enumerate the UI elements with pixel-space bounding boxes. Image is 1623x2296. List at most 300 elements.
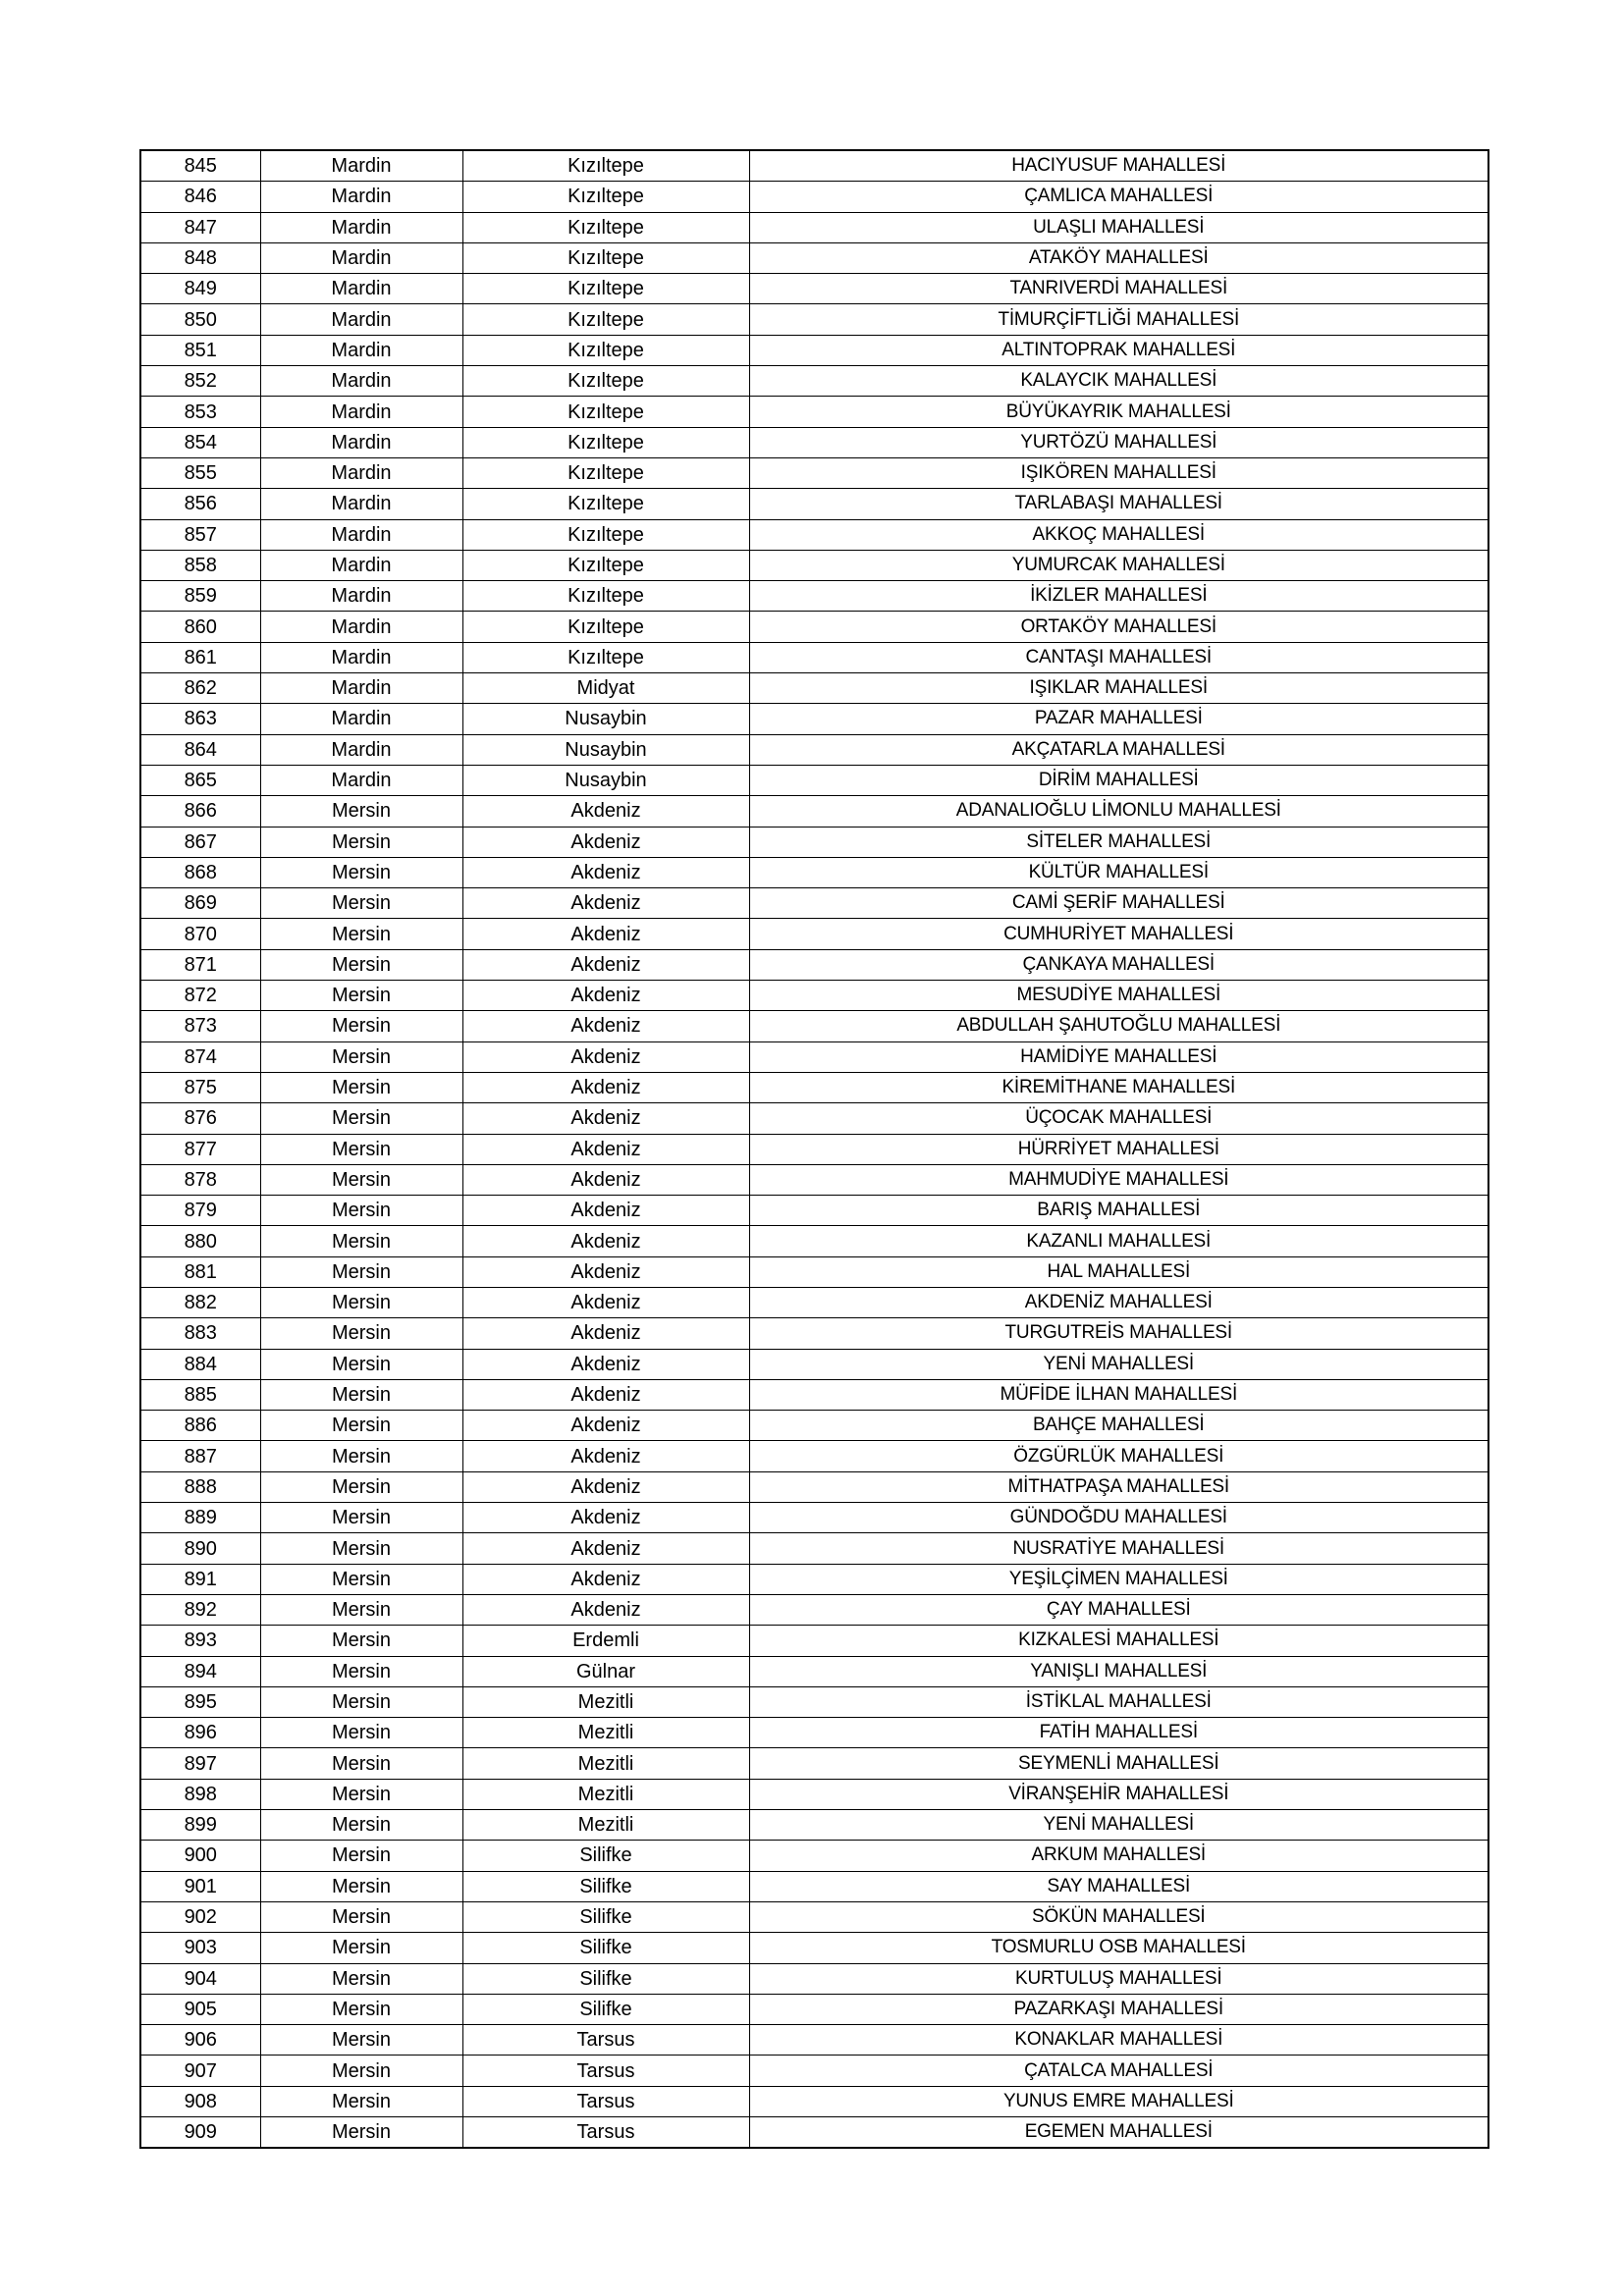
province-cell: Mersin (260, 1041, 462, 1072)
province-cell: Mardin (260, 150, 462, 182)
district-cell: Akdeniz (462, 949, 749, 980)
province-cell: Mardin (260, 427, 462, 457)
province-cell: Mersin (260, 1287, 462, 1317)
neighborhood-cell: MÜFİDE İLHAN MAHALLESİ (749, 1379, 1488, 1410)
neighborhood-cell: BAHÇE MAHALLESİ (749, 1411, 1488, 1441)
district-cell: Tarsus (462, 2117, 749, 2149)
table-row (140, 765, 1488, 795)
neighborhood-cell: MESUDİYE MAHALLESİ (749, 981, 1488, 1011)
district-cell: Akdeniz (462, 1411, 749, 1441)
neighborhood-cell: PAZARKAŞI MAHALLESİ (749, 1994, 1488, 2024)
neighborhood-cell: KURTULUŞ MAHALLESİ (749, 1963, 1488, 1994)
district-cell: Akdeniz (462, 919, 749, 949)
row-number-cell: 884 (140, 1349, 260, 1379)
row-number-cell: 893 (140, 1626, 260, 1656)
table-row (140, 1779, 1488, 1809)
neighborhood-cell: TANRIVERDİ MAHALLESİ (749, 274, 1488, 304)
province-cell: Mersin (260, 2025, 462, 2056)
province-cell: Mardin (260, 489, 462, 519)
row-number-cell: 876 (140, 1103, 260, 1134)
neighborhood-cell: ATAKÖY MAHALLESİ (749, 242, 1488, 273)
row-number-cell: 851 (140, 335, 260, 365)
neighborhood-cell: YURTÖZÜ MAHALLESİ (749, 427, 1488, 457)
table-row (140, 704, 1488, 734)
table-body (140, 150, 1488, 2148)
row-number-cell: 861 (140, 642, 260, 672)
district-cell: Akdeniz (462, 1349, 749, 1379)
province-cell: Mardin (260, 397, 462, 427)
neighborhood-cell: CAMİ ŞERİF MAHALLESİ (749, 888, 1488, 919)
province-cell: Mersin (260, 1226, 462, 1256)
table-row (140, 1103, 1488, 1134)
row-number-cell: 887 (140, 1441, 260, 1471)
province-cell: Mersin (260, 1656, 462, 1686)
district-cell: Tarsus (462, 2025, 749, 2056)
district-cell: Tarsus (462, 2056, 749, 2086)
table-row (140, 274, 1488, 304)
district-cell: Akdeniz (462, 1594, 749, 1625)
row-number-cell: 878 (140, 1164, 260, 1195)
row-number-cell: 886 (140, 1411, 260, 1441)
province-cell: Mersin (260, 1196, 462, 1226)
table-row (140, 1441, 1488, 1471)
province-cell: Mersin (260, 1349, 462, 1379)
row-number-cell: 854 (140, 427, 260, 457)
district-cell: Silifke (462, 1933, 749, 1963)
district-cell: Silifke (462, 1963, 749, 1994)
table-row (140, 1318, 1488, 1349)
province-cell: Mersin (260, 1626, 462, 1656)
row-number-cell: 870 (140, 919, 260, 949)
neighborhood-cell: TURGUTREİS MAHALLESİ (749, 1318, 1488, 1349)
table-row (140, 150, 1488, 182)
row-number-cell: 895 (140, 1686, 260, 1717)
neighborhood-cell: YEŞİLÇİMEN MAHALLESİ (749, 1564, 1488, 1594)
district-cell: Kızıltepe (462, 612, 749, 642)
row-number-cell: 900 (140, 1841, 260, 1871)
province-cell: Mardin (260, 366, 462, 397)
district-cell: Akdeniz (462, 1533, 749, 1564)
row-number-cell: 866 (140, 796, 260, 827)
table-row (140, 212, 1488, 242)
district-cell: Kızıltepe (462, 519, 749, 550)
neighborhood-cell: AKKOÇ MAHALLESİ (749, 519, 1488, 550)
province-cell: Mardin (260, 734, 462, 765)
province-cell: Mersin (260, 1686, 462, 1717)
neighborhood-cell: İSTİKLAL MAHALLESİ (749, 1686, 1488, 1717)
district-cell: Akdeniz (462, 827, 749, 857)
district-cell: Akdeniz (462, 857, 749, 887)
row-number-cell: 862 (140, 673, 260, 704)
table-row (140, 2056, 1488, 2086)
row-number-cell: 846 (140, 182, 260, 212)
district-cell: Kızıltepe (462, 581, 749, 612)
province-cell: Mersin (260, 1718, 462, 1748)
district-cell: Nusaybin (462, 704, 749, 734)
table-row (140, 981, 1488, 1011)
table-row (140, 1349, 1488, 1379)
table-row (140, 1041, 1488, 1072)
table-row (140, 1134, 1488, 1164)
neighborhood-cell: KIZKALESİ MAHALLESİ (749, 1626, 1488, 1656)
district-cell: Akdeniz (462, 1226, 749, 1256)
district-cell: Silifke (462, 1841, 749, 1871)
table-row (140, 1011, 1488, 1041)
table-row (140, 1994, 1488, 2024)
district-cell: Akdeniz (462, 1011, 749, 1041)
district-cell: Akdeniz (462, 1256, 749, 1287)
table-row (140, 304, 1488, 335)
row-number-cell: 845 (140, 150, 260, 182)
row-number-cell: 881 (140, 1256, 260, 1287)
district-cell: Akdeniz (462, 1441, 749, 1471)
table-row (140, 857, 1488, 887)
table-row (140, 581, 1488, 612)
row-number-cell: 856 (140, 489, 260, 519)
row-number-cell: 847 (140, 212, 260, 242)
row-number-cell: 868 (140, 857, 260, 887)
row-number-cell: 867 (140, 827, 260, 857)
neighborhood-cell: İKİZLER MAHALLESİ (749, 581, 1488, 612)
neighborhood-cell: PAZAR MAHALLESİ (749, 704, 1488, 734)
province-cell: Mersin (260, 1471, 462, 1502)
district-cell: Akdeniz (462, 888, 749, 919)
district-cell: Akdeniz (462, 1041, 749, 1072)
neighborhood-cell: TİMURÇİFTLİĞİ MAHALLESİ (749, 304, 1488, 335)
province-cell: Mardin (260, 457, 462, 488)
neighborhood-cell: ÇANKAYA MAHALLESİ (749, 949, 1488, 980)
table-row (140, 949, 1488, 980)
row-number-cell: 874 (140, 1041, 260, 1072)
district-cell: Kızıltepe (462, 274, 749, 304)
neighborhood-cell: SAY MAHALLESİ (749, 1871, 1488, 1901)
row-number-cell: 906 (140, 2025, 260, 2056)
province-cell: Mersin (260, 827, 462, 857)
district-cell: Kızıltepe (462, 457, 749, 488)
province-cell: Mersin (260, 2086, 462, 2116)
province-cell: Mersin (260, 1134, 462, 1164)
district-cell: Erdemli (462, 1626, 749, 1656)
table-row (140, 1379, 1488, 1410)
district-cell: Akdeniz (462, 1287, 749, 1317)
neighborhood-cell: BÜYÜKAYRIK MAHALLESİ (749, 397, 1488, 427)
table-row (140, 550, 1488, 580)
district-cell: Kızıltepe (462, 304, 749, 335)
district-cell: Kızıltepe (462, 397, 749, 427)
table-row (140, 489, 1488, 519)
district-cell: Akdeniz (462, 1379, 749, 1410)
row-number-cell: 899 (140, 1810, 260, 1841)
district-cell: Kızıltepe (462, 550, 749, 580)
row-number-cell: 860 (140, 612, 260, 642)
table-row (140, 335, 1488, 365)
neighborhood-cell: SİTELER MAHALLESİ (749, 827, 1488, 857)
neighborhood-cell: EGEMEN MAHALLESİ (749, 2117, 1488, 2149)
table-row (140, 1594, 1488, 1625)
table-row (140, 2117, 1488, 2149)
district-cell: Akdeniz (462, 1318, 749, 1349)
row-number-cell: 880 (140, 1226, 260, 1256)
row-number-cell: 859 (140, 581, 260, 612)
neighborhood-cell: MİTHATPAŞA MAHALLESİ (749, 1471, 1488, 1502)
district-cell: Silifke (462, 1994, 749, 2024)
province-cell: Mardin (260, 335, 462, 365)
district-cell: Kızıltepe (462, 489, 749, 519)
table-row (140, 1533, 1488, 1564)
row-number-cell: 888 (140, 1471, 260, 1502)
row-number-cell: 885 (140, 1379, 260, 1410)
table-row (140, 1164, 1488, 1195)
district-cell: Akdeniz (462, 1134, 749, 1164)
district-cell: Kızıltepe (462, 182, 749, 212)
neighborhood-cell: HAMİDİYE MAHALLESİ (749, 1041, 1488, 1072)
row-number-cell: 877 (140, 1134, 260, 1164)
district-cell: Mezitli (462, 1718, 749, 1748)
province-cell: Mersin (260, 949, 462, 980)
table-row (140, 1626, 1488, 1656)
row-number-cell: 855 (140, 457, 260, 488)
table-row (140, 427, 1488, 457)
table-row (140, 397, 1488, 427)
province-cell: Mersin (260, 1594, 462, 1625)
neighborhood-cell: YUNUS EMRE MAHALLESİ (749, 2086, 1488, 2116)
table-row (140, 1072, 1488, 1102)
neighborhood-cell: AKÇATARLA MAHALLESİ (749, 734, 1488, 765)
neighborhood-cell: YENİ MAHALLESİ (749, 1349, 1488, 1379)
neighborhood-cell: ALTINTOPRAK MAHALLESİ (749, 335, 1488, 365)
row-number-cell: 879 (140, 1196, 260, 1226)
district-cell: Akdeniz (462, 1471, 749, 1502)
table-row (140, 1718, 1488, 1748)
neighborhood-cell: ULAŞLI MAHALLESİ (749, 212, 1488, 242)
table-row (140, 519, 1488, 550)
row-number-cell: 871 (140, 949, 260, 980)
neighborhood-cell: HACIYUSUF MAHALLESİ (749, 150, 1488, 182)
district-cell: Kızıltepe (462, 212, 749, 242)
district-cell: Kızıltepe (462, 150, 749, 182)
province-cell: Mardin (260, 642, 462, 672)
district-cell: Mezitli (462, 1686, 749, 1717)
district-cell: Akdeniz (462, 1196, 749, 1226)
district-cell: Midyat (462, 673, 749, 704)
row-number-cell: 863 (140, 704, 260, 734)
province-cell: Mardin (260, 242, 462, 273)
province-cell: Mersin (260, 1256, 462, 1287)
neighborhood-cell: KONAKLAR MAHALLESİ (749, 2025, 1488, 2056)
row-number-cell: 852 (140, 366, 260, 397)
province-cell: Mersin (260, 1841, 462, 1871)
province-cell: Mersin (260, 1963, 462, 1994)
table-row (140, 1471, 1488, 1502)
district-cell: Tarsus (462, 2086, 749, 2116)
province-cell: Mersin (260, 1411, 462, 1441)
province-cell: Mersin (260, 1011, 462, 1041)
neighborhood-cell: BARIŞ MAHALLESİ (749, 1196, 1488, 1226)
table-row (140, 1748, 1488, 1779)
district-cell: Akdeniz (462, 1564, 749, 1594)
row-number-cell: 872 (140, 981, 260, 1011)
province-cell: Mardin (260, 304, 462, 335)
row-number-cell: 891 (140, 1564, 260, 1594)
table-row (140, 673, 1488, 704)
table-row (140, 1256, 1488, 1287)
row-number-cell: 869 (140, 888, 260, 919)
district-cell: Mezitli (462, 1779, 749, 1809)
table-row (140, 1841, 1488, 1871)
row-number-cell: 904 (140, 1963, 260, 1994)
row-number-cell: 903 (140, 1933, 260, 1963)
district-cell: Akdeniz (462, 981, 749, 1011)
table-row (140, 827, 1488, 857)
neighborhood-cell: YENİ MAHALLESİ (749, 1810, 1488, 1841)
neighborhood-cell: CANTAŞI MAHALLESİ (749, 642, 1488, 672)
table-row (140, 1503, 1488, 1533)
district-cell: Akdeniz (462, 796, 749, 827)
district-cell: Gülnar (462, 1656, 749, 1686)
neighborhood-cell: FATİH MAHALLESİ (749, 1718, 1488, 1748)
province-cell: Mardin (260, 581, 462, 612)
province-cell: Mardin (260, 673, 462, 704)
province-cell: Mardin (260, 704, 462, 734)
neighborhood-cell: GÜNDOĞDU MAHALLESİ (749, 1503, 1488, 1533)
table-row (140, 1810, 1488, 1841)
table-row (140, 1196, 1488, 1226)
province-cell: Mersin (260, 796, 462, 827)
row-number-cell: 908 (140, 2086, 260, 2116)
neighborhood-cell: SEYMENLİ MAHALLESİ (749, 1748, 1488, 1779)
neighborhood-cell: CUMHURİYET MAHALLESİ (749, 919, 1488, 949)
row-number-cell: 909 (140, 2117, 260, 2149)
table-row (140, 1411, 1488, 1441)
neighborhood-cell: IŞIKLAR MAHALLESİ (749, 673, 1488, 704)
province-cell: Mersin (260, 1564, 462, 1594)
province-cell: Mersin (260, 919, 462, 949)
document-page (139, 149, 1488, 2149)
table-row (140, 1564, 1488, 1594)
row-number-cell: 905 (140, 1994, 260, 2024)
neighborhood-cell: AKDENİZ MAHALLESİ (749, 1287, 1488, 1317)
province-cell: Mersin (260, 1164, 462, 1195)
table-row (140, 796, 1488, 827)
table-row (140, 2025, 1488, 2056)
province-cell: Mardin (260, 550, 462, 580)
district-cell: Nusaybin (462, 734, 749, 765)
row-number-cell: 883 (140, 1318, 260, 1349)
province-cell: Mersin (260, 1779, 462, 1809)
district-cell: Kızıltepe (462, 642, 749, 672)
neighborhood-cell: ÇAY MAHALLESİ (749, 1594, 1488, 1625)
province-cell: Mardin (260, 765, 462, 795)
table-row (140, 1963, 1488, 1994)
neighborhood-cell: YANIŞLI MAHALLESİ (749, 1656, 1488, 1686)
neighborhood-cell: ARKUM MAHALLESİ (749, 1841, 1488, 1871)
table-row (140, 888, 1488, 919)
row-number-cell: 894 (140, 1656, 260, 1686)
table-row (140, 1686, 1488, 1717)
row-number-cell: 898 (140, 1779, 260, 1809)
row-number-cell: 848 (140, 242, 260, 273)
province-cell: Mersin (260, 1871, 462, 1901)
district-cell: Silifke (462, 1871, 749, 1901)
row-number-cell: 875 (140, 1072, 260, 1102)
table-row (140, 182, 1488, 212)
province-cell: Mardin (260, 612, 462, 642)
province-cell: Mersin (260, 1901, 462, 1932)
neighborhood-cell: MAHMUDİYE MAHALLESİ (749, 1164, 1488, 1195)
district-cell: Akdeniz (462, 1164, 749, 1195)
row-number-cell: 892 (140, 1594, 260, 1625)
table-row (140, 642, 1488, 672)
neighborhood-cell: ADANALIOĞLU LİMONLU MAHALLESİ (749, 796, 1488, 827)
neighborhood-cell: VİRANŞEHİR MAHALLESİ (749, 1779, 1488, 1809)
table-row (140, 242, 1488, 273)
row-number-cell: 902 (140, 1901, 260, 1932)
neighborhood-cell: ÇATALCA MAHALLESİ (749, 2056, 1488, 2086)
row-number-cell: 865 (140, 765, 260, 795)
province-cell: Mardin (260, 182, 462, 212)
province-cell: Mardin (260, 519, 462, 550)
province-cell: Mersin (260, 1103, 462, 1134)
neighborhood-cell: KÜLTÜR MAHALLESİ (749, 857, 1488, 887)
district-cell: Akdeniz (462, 1503, 749, 1533)
neighborhood-cell: TOSMURLU OSB MAHALLESİ (749, 1933, 1488, 1963)
row-number-cell: 850 (140, 304, 260, 335)
province-cell: Mersin (260, 1533, 462, 1564)
district-cell: Nusaybin (462, 765, 749, 795)
table-row (140, 734, 1488, 765)
row-number-cell: 857 (140, 519, 260, 550)
table-row (140, 1226, 1488, 1256)
neighborhood-cell: ÜÇOCAK MAHALLESİ (749, 1103, 1488, 1134)
province-cell: Mersin (260, 1503, 462, 1533)
row-number-cell: 907 (140, 2056, 260, 2086)
neighborhood-cell: ÇAMLICA MAHALLESİ (749, 182, 1488, 212)
province-cell: Mersin (260, 2117, 462, 2149)
table-row (140, 2086, 1488, 2116)
neighborhood-cell: YUMURCAK MAHALLESİ (749, 550, 1488, 580)
district-cell: Kızıltepe (462, 366, 749, 397)
district-cell: Kızıltepe (462, 335, 749, 365)
neighborhood-cell: HÜRRİYET MAHALLESİ (749, 1134, 1488, 1164)
table-row (140, 1656, 1488, 1686)
district-cell: Akdeniz (462, 1103, 749, 1134)
district-cell: Mezitli (462, 1810, 749, 1841)
row-number-cell: 889 (140, 1503, 260, 1533)
neighborhood-cell: KAZANLI MAHALLESİ (749, 1226, 1488, 1256)
neighborhood-cell: DİRİM MAHALLESİ (749, 765, 1488, 795)
row-number-cell: 849 (140, 274, 260, 304)
row-number-cell: 864 (140, 734, 260, 765)
neighborhood-cell: SÖKÜN MAHALLESİ (749, 1901, 1488, 1932)
row-number-cell: 896 (140, 1718, 260, 1748)
table-row (140, 457, 1488, 488)
neighborhood-cell: IŞIKÖREN MAHALLESİ (749, 457, 1488, 488)
district-cell: Akdeniz (462, 1072, 749, 1102)
row-number-cell: 890 (140, 1533, 260, 1564)
province-cell: Mardin (260, 274, 462, 304)
neighborhood-cell: HAL MAHALLESİ (749, 1256, 1488, 1287)
row-number-cell: 858 (140, 550, 260, 580)
province-cell: Mardin (260, 212, 462, 242)
province-cell: Mersin (260, 857, 462, 887)
table-row (140, 1901, 1488, 1932)
neighborhood-cell: TARLABAŞI MAHALLESİ (749, 489, 1488, 519)
province-cell: Mersin (260, 888, 462, 919)
neighborhood-cell: KALAYCIK MAHALLESİ (749, 366, 1488, 397)
district-cell: Kızıltepe (462, 427, 749, 457)
table-row (140, 612, 1488, 642)
province-cell: Mersin (260, 1810, 462, 1841)
